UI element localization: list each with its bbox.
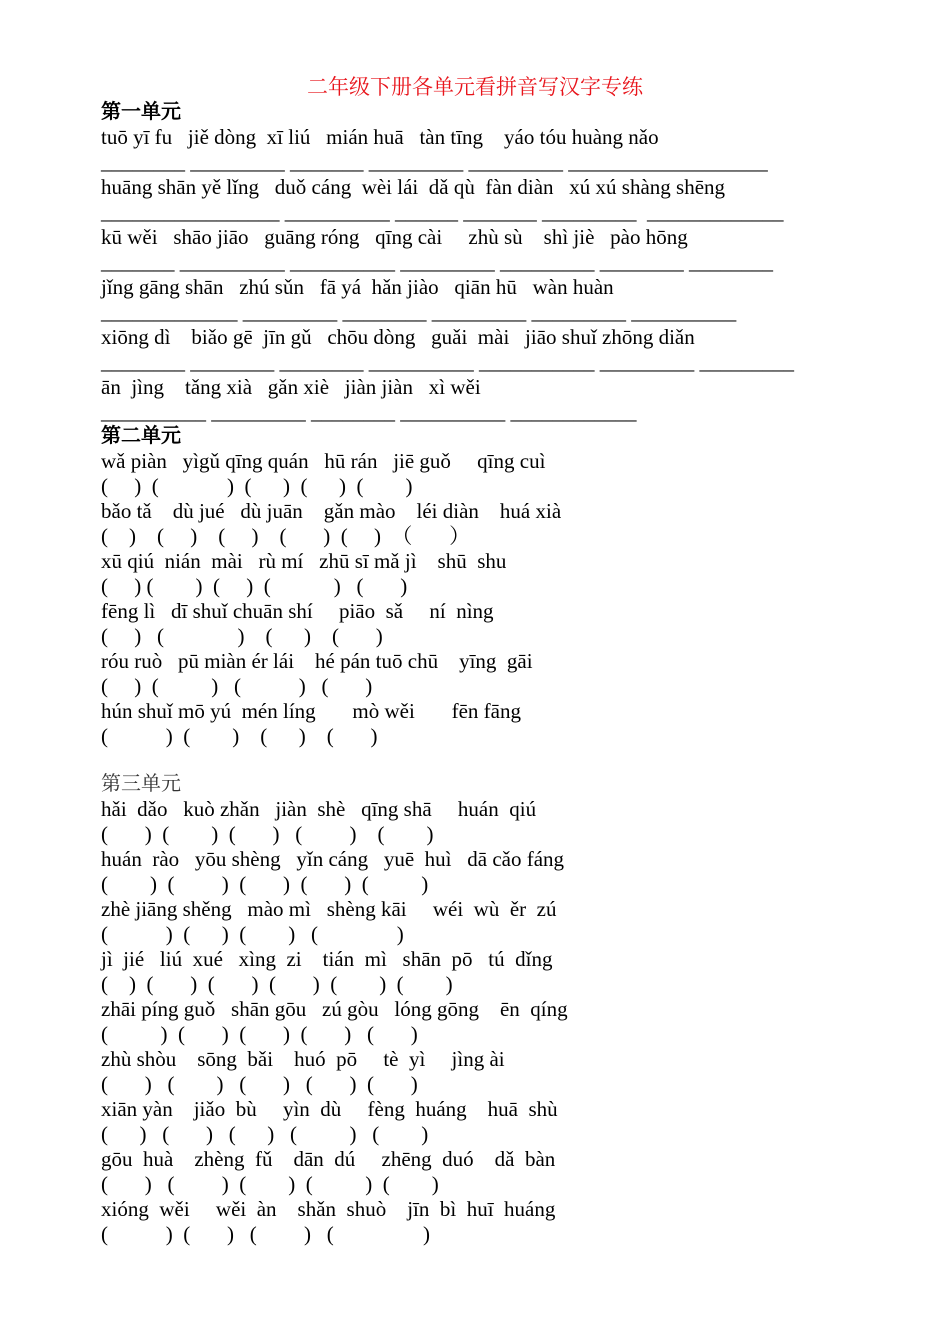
section-heading-unit-2: 第二单元 <box>101 423 181 447</box>
pinyin-line: huāng shān yě lǐng duǒ cáng wèi lái dǎ qù fàn diàn xú xú shàng shēng <box>101 175 726 199</box>
pinyin-line: róu ruò pū miàn ér lái hé pán tuō chū yīng gāi <box>101 649 533 673</box>
pinyin-line: zhè jiāng shěng mào mì shèng kāi wéi wù ěr zú <box>101 897 557 921</box>
answer-paren-line[interactable]: ( ) ( ) ( ) ( ) ( ) ( ) <box>101 972 453 996</box>
pinyin-line: ān jìng tǎng xià gǎn xiè jiàn jiàn xì wěi <box>101 375 481 399</box>
answer-blank-line[interactable]: _________________ __________ ______ _______ _________ _____________ <box>101 200 784 224</box>
answer-paren-line[interactable]: ( ) ( ) ( ) ( ) <box>101 724 378 748</box>
pinyin-line: xū qiú nián mài rù mí zhū sī mǎ jì shū shu <box>101 549 507 573</box>
answer-paren-line[interactable]: ( ) ( ) ( ) ( ) ( ) （ ） <box>101 524 471 548</box>
pinyin-line: xióng wěi wěi àn shǎn shuò jīn bì huī huáng <box>101 1197 556 1221</box>
pinyin-line: hǎi dǎo kuò zhǎn jiàn shè qīng shā huán qiú <box>101 797 537 821</box>
answer-blank-line[interactable]: ________ _________ _______ _________ _________ ___________________ <box>101 150 768 174</box>
pinyin-line: bǎo tǎ dù jué dù juān gǎn mào léi diàn huá xià <box>101 499 562 523</box>
pinyin-line: kū wěi shāo jiāo guāng róng qīng cài zhù sù shì jiè pào hōng <box>101 225 688 249</box>
pinyin-line: wǎ piàn yìgǔ qīng quán hū rán jiē guǒ qīng cuì <box>101 449 546 473</box>
answer-paren-line[interactable]: ( ) ( ) ( ) ( ) <box>101 624 383 648</box>
answer-blank-line[interactable]: ________ ________ ________ __________ ___________ _________ _________ <box>101 350 794 374</box>
pinyin-line: xiān yàn jiǎo bù yìn dù fèng huáng huā shù <box>101 1097 558 1121</box>
answer-paren-line[interactable]: ( ) ( ) ( ) ( ) ( ) <box>101 1022 418 1046</box>
answer-blank-line[interactable]: __________ _________ ________ __________ ____________ <box>101 400 637 424</box>
answer-paren-line[interactable]: ( ) ( ) ( ) ( ) <box>101 674 373 698</box>
answer-paren-line[interactable]: ( ) ( ) ( ) ( ) ( ) <box>101 1072 418 1096</box>
answer-blank-line[interactable]: _____________ _________ ________ _________ _________ __________ <box>101 300 737 324</box>
section-heading-unit-1: 第一单元 <box>101 99 181 123</box>
answer-blank-line[interactable]: _______ __________ __________ _________ _________ ________ ________ <box>101 250 773 274</box>
pinyin-line: fēng lì dī shuǐ chuān shí piāo sǎ ní nìng <box>101 599 494 623</box>
answer-paren-line[interactable]: ( ) ( ) ( ) ( ) ( ) <box>101 872 429 896</box>
pinyin-line: huán rào yōu shèng yǐn cáng yuē huì dā cǎo fáng <box>101 847 565 871</box>
pinyin-line: zhāi píng guǒ shān gōu zú gòu lóng gōng ēn qíng <box>101 997 568 1021</box>
pinyin-line: jǐng gāng shān zhú sǔn fā yá hǎn jiào qiān hū wàn huàn <box>101 275 614 299</box>
pinyin-line: hún shuǐ mō yú mén líng mò wěi fēn fāng <box>101 699 521 723</box>
answer-paren-line[interactable]: ( ) ( ) ( ) ( ) ( ) <box>101 474 413 498</box>
pinyin-line: jì jié liú xué xìng zi tián mì shān pō tú dǐng <box>101 947 553 971</box>
pinyin-line: xiōng dì biǎo gē jīn gǔ chōu dòng guǎi mài jiāo shuǐ zhōng diǎn <box>101 325 695 349</box>
worksheet-title: 二年级下册各单元看拼音写汉字专练 <box>307 75 643 99</box>
answer-paren-line[interactable]: ( ) ( ) ( ) ( ) ( ) <box>101 1122 429 1146</box>
pinyin-line: zhù shòu sōng bǎi huó pō tè yì jìng ài <box>101 1047 505 1071</box>
answer-paren-line[interactable]: ( ) ( ) ( ) ( ) ( ) <box>101 574 408 598</box>
pinyin-line: gōu huà zhèng fǔ dān dú zhēng duó dǎ bàn <box>101 1147 556 1171</box>
pinyin-line: tuō yī fu jiě dòng xī liú mián huā tàn tīng yáo tóu huàng nǎo <box>101 125 659 149</box>
section-heading-unit-3: 第三单元 <box>101 771 181 795</box>
answer-paren-line[interactable]: ( ) ( ) ( ) ( ) ( ) <box>101 822 434 846</box>
answer-paren-line[interactable]: ( ) ( ) ( ) ( ) <box>101 922 404 946</box>
answer-paren-line[interactable]: ( ) ( ) ( ) ( ) ( ) <box>101 1172 439 1196</box>
answer-paren-line[interactable]: ( ) ( ) ( ) ( ) <box>101 1222 430 1246</box>
